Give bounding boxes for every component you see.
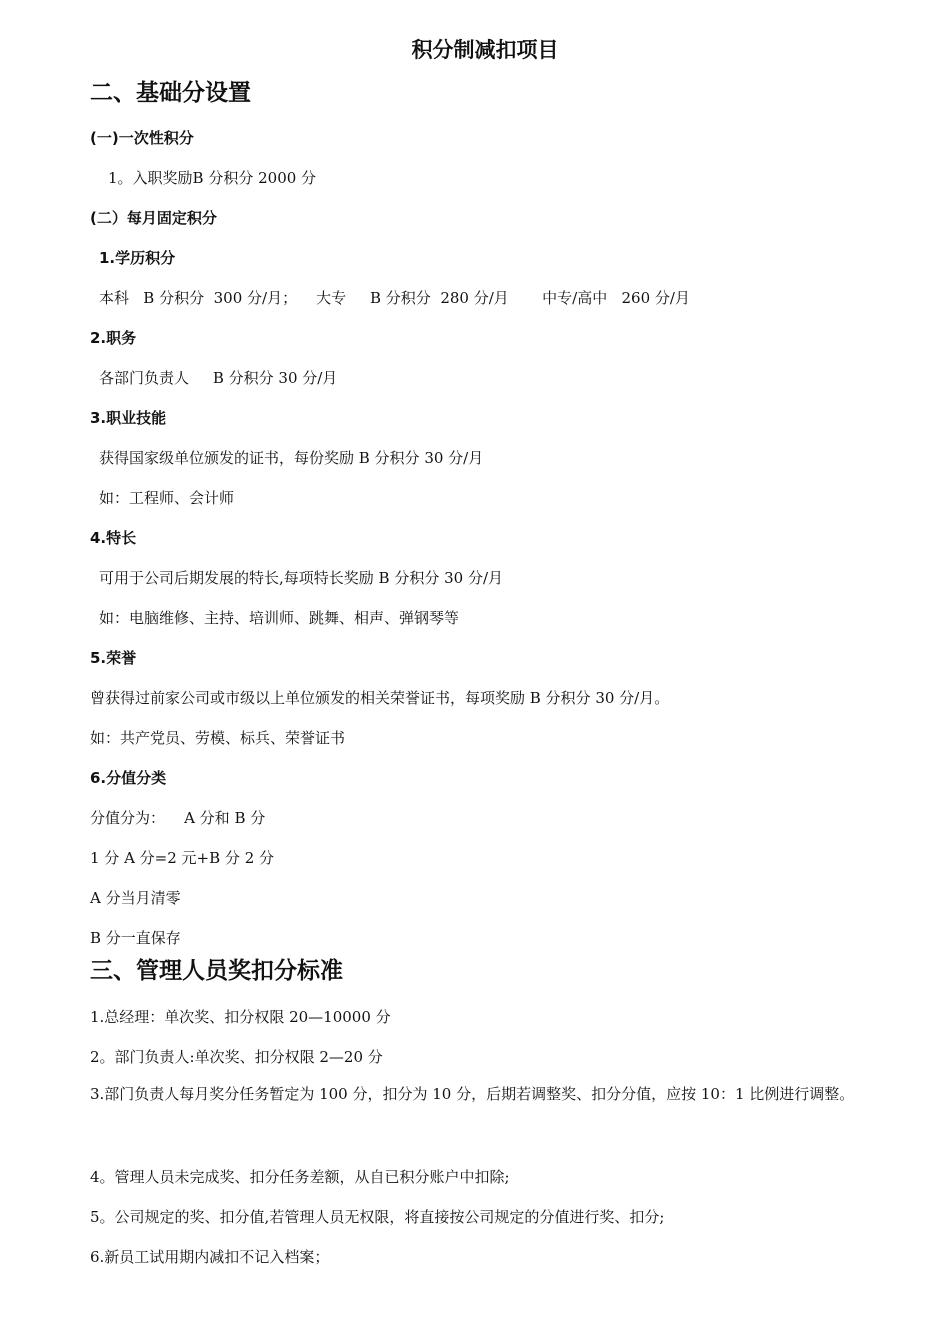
management-item-5: 5。公司规定的奖、扣分值,若管理人员无权限，将直接按公司规定的分值进行奖、扣分; (90, 1208, 665, 1226)
one-time-item-1: 1。入职奖励B 分积分 2000 分 (108, 169, 317, 187)
heading-education-points: 1.学历积分 (99, 249, 176, 267)
value-class-line-4: B 分一直保存 (90, 929, 181, 947)
skill-examples-line: 如：工程师、会计师 (99, 489, 235, 507)
honor-points-line: 曾获得过前家公司或市级以上单位颁发的相关荣誉证书，每项奖励 B 分积分 30 分/月。 (90, 689, 670, 707)
specialty-points-line: 可用于公司后期发展的特长,每项特长奖励 B 分积分 30 分/月 (99, 569, 504, 587)
subheading-monthly-points: (二）每月固定积分 (90, 209, 217, 227)
specialty-examples-line: 如：电脑维修、主持、培训师、跳舞、相声、弹钢琴等 (99, 609, 460, 627)
subheading-one-time-points: (一)一次性积分 (90, 129, 194, 147)
value-class-line-1: 分值分为： A 分和 B 分 (90, 809, 266, 827)
management-item-1: 1.总经理：单次奖、扣分权限 20—10000 分 (90, 1008, 391, 1026)
position-points-line: 各部门负责人 B 分积分 30 分/月 (99, 369, 338, 387)
skill-points-line: 获得国家级单位颁发的证书，每份奖励 B 分积分 30 分/月 (99, 449, 484, 467)
heading-professional-skill: 3.职业技能 (90, 409, 167, 427)
management-item-4: 4。管理人员未完成奖、扣分任务差额，从自已积分账户中扣除; (90, 1168, 510, 1186)
honor-examples-line: 如：共产党员、劳模、标兵、荣誉证书 (90, 729, 346, 747)
value-class-line-3: A 分当月清零 (90, 889, 181, 907)
management-item-2: 2。部门负责人:单次奖、扣分权限 2—20 分 (90, 1048, 383, 1066)
document-title: 积分制减扣项目 (411, 38, 559, 62)
section-heading-basic-points: 二、基础分设置 (90, 80, 251, 106)
heading-specialty: 4.特长 (90, 529, 137, 547)
heading-position: 2.职务 (90, 329, 137, 347)
heading-value-classification: 6.分值分类 (90, 769, 167, 787)
education-points-line: 本科 B 分积分 300 分/月； 大专 B 分积分 280 分/月 中专/高中 260 分/月 (99, 289, 690, 307)
management-item-6: 6.新员工试用期内减扣不记入档案； (90, 1248, 330, 1266)
heading-honor: 5.荣誉 (90, 649, 137, 667)
section-heading-management-standards: 三、管理人员奖扣分标准 (90, 958, 343, 984)
management-item-3: 3.部门负责人每月奖分任务暂定为 100 分，扣分为 10 分，后期若调整奖、扣分分值，应按 10：1 比例进行调整。 (90, 1085, 855, 1103)
value-class-line-2: 1 分 A 分=2 元+B 分 2 分 (90, 849, 274, 867)
